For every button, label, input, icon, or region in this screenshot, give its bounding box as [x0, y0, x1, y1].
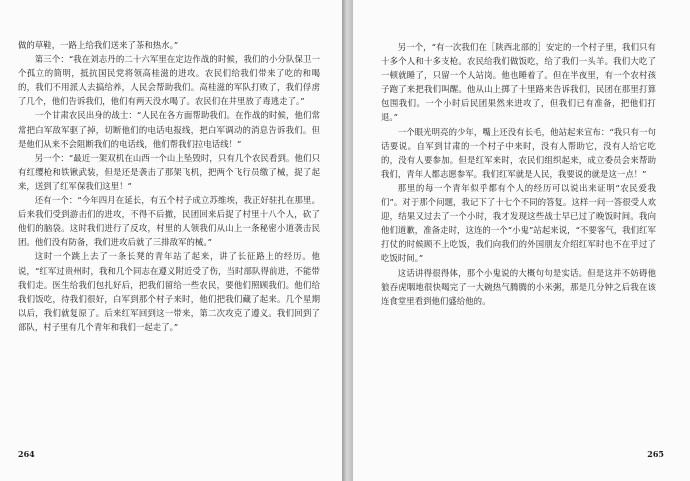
left-paragraph-6: 这时一个跳上去了一条长凳的青年站了起来，讲了长征路上的经历。他说，“红军过贵州时，我和几个同志在遵义附近受了伤，当时部队得前进，不能带我们走。医生给我们包扎好后，把我们留给一些农民，要他们照顾我们。他们给我们饭吃，待我们很好，白军到那个村子来时，他们把我们藏了起来。几个星期以后，我们就复原了。后来红军回到这一带来，第二次攻克了遵义。我们回到了部队，村子里有几个青年和我们一起走了。”	[18, 251, 320, 332]
left-paragraph-2: 第三个：“我在刘志丹的二十六军里在定边作战的时候，我们的小分队保卫一个孤立的简明，抵抗国民党将领高桂滋的进攻。农民们给我们带来了吃的和喝的，我们不用派人去搞给养，人民会帮助我们。高桂滋的军队打败了，我们俘虏了几个，他们告诉我们，他们有两天没水喝了。农民们在井里放了毒逃走了。”	[18, 54, 320, 107]
left-paragraph-1: 做的草鞋，一路上给我们送来了茶和热水。”	[18, 40, 179, 50]
right-paragraph-2: 一个眼光明亮的少年，嘴上还没有长毛，他站起来宣布：“我只有一句话要说。自军到甘肃的一个村子中来时，没有人帮助它，没有人给它吃的，没有人要参加。但是红军来时，农民们组织起来，成立委员会来帮助我们，青年人都志愿参军。我们红军就是人民，我要说的就是这一点！”	[381, 126, 656, 179]
right-paragraph-1: 另一个，“有一次我们在［陕西北部的］安定的一个村子里，我们只有十多个人和十多支枪。农民给我们做饭吃，给了我们一头羊。我们大吃了一顿就睡了，只留一个人站岗。他也睡着了。但在半夜里，有一个农村孩子跑了来把我们叫醒。他从山上掷了十里路来告诉我们，民团在那里打算包围我们。一个小时后民团果然来进攻了，但我们已有准备，把他们打退。”	[381, 42, 656, 123]
right-paragraph-3: 那里的每一个青年似乎都有个人的经历可以说出来证明“农民爱我们”。对于那个问题，我记下了十七个不同的答复。这样一问一答很受人欢迎，结果又过去了一个小时，我才发现这些战士早已过了晚饭时间。我向他们道歉，准备走时，这连的一个“小鬼”站起来说，“不要客气，我们红军打仗的时候顾不上吃饭，我们向我们的外国朋友介绍红军时也不在乎过了吃饭时间。”	[381, 182, 656, 264]
right-paragraph-4: 这话讲得很得体，那个小鬼说的大概句句是实话。但是这并不妨碍他狼吞虎咽地很快喝完了一大碗热气腾腾的小米粥，那是几分钟之后我在该连食堂里看到他们盛给他的。	[381, 267, 656, 306]
left-page-number: 264	[18, 449, 35, 459]
left-paragraph-3: 一个甘肃农民出身的战士：“人民在各方面帮助我们。在作战的时候，他们常常把白军敌军驱了掉，切断他们的电话电报线，把白军调动的消息告诉我们。但是他们从来不会阻断我们的电话线，他们帮我们拉电话线！”	[18, 110, 320, 149]
left-paragraph-5: 还有一个：“今年四月在延长，有五个村子成立苏维埃，我正好驻扎在那里。后来我们受到游击们的进攻，不得不后撤，民团回来后捉了村里十八个人，砍了他们的脑袋。这时我们进行了反攻，村里的人领我们从山上一条秘密小道袭击民团。他们没有防备，我们进攻后就了三排敌军的械。”	[18, 195, 320, 248]
left-page	[0, 0, 342, 481]
left-paragraph-4: 另一个：“最近一架双机在山西一个山上坠毁时，只有几个农民看到。他们只有红缨枪和铁锹武装，但是还是袭击了那架飞机，把两个飞行员缴了械，捉了起来，送到了红军保我们这里！”	[18, 152, 320, 191]
right-page	[353, 0, 690, 481]
book-gutter	[342, 0, 353, 481]
right-page-number: 265	[647, 449, 664, 459]
